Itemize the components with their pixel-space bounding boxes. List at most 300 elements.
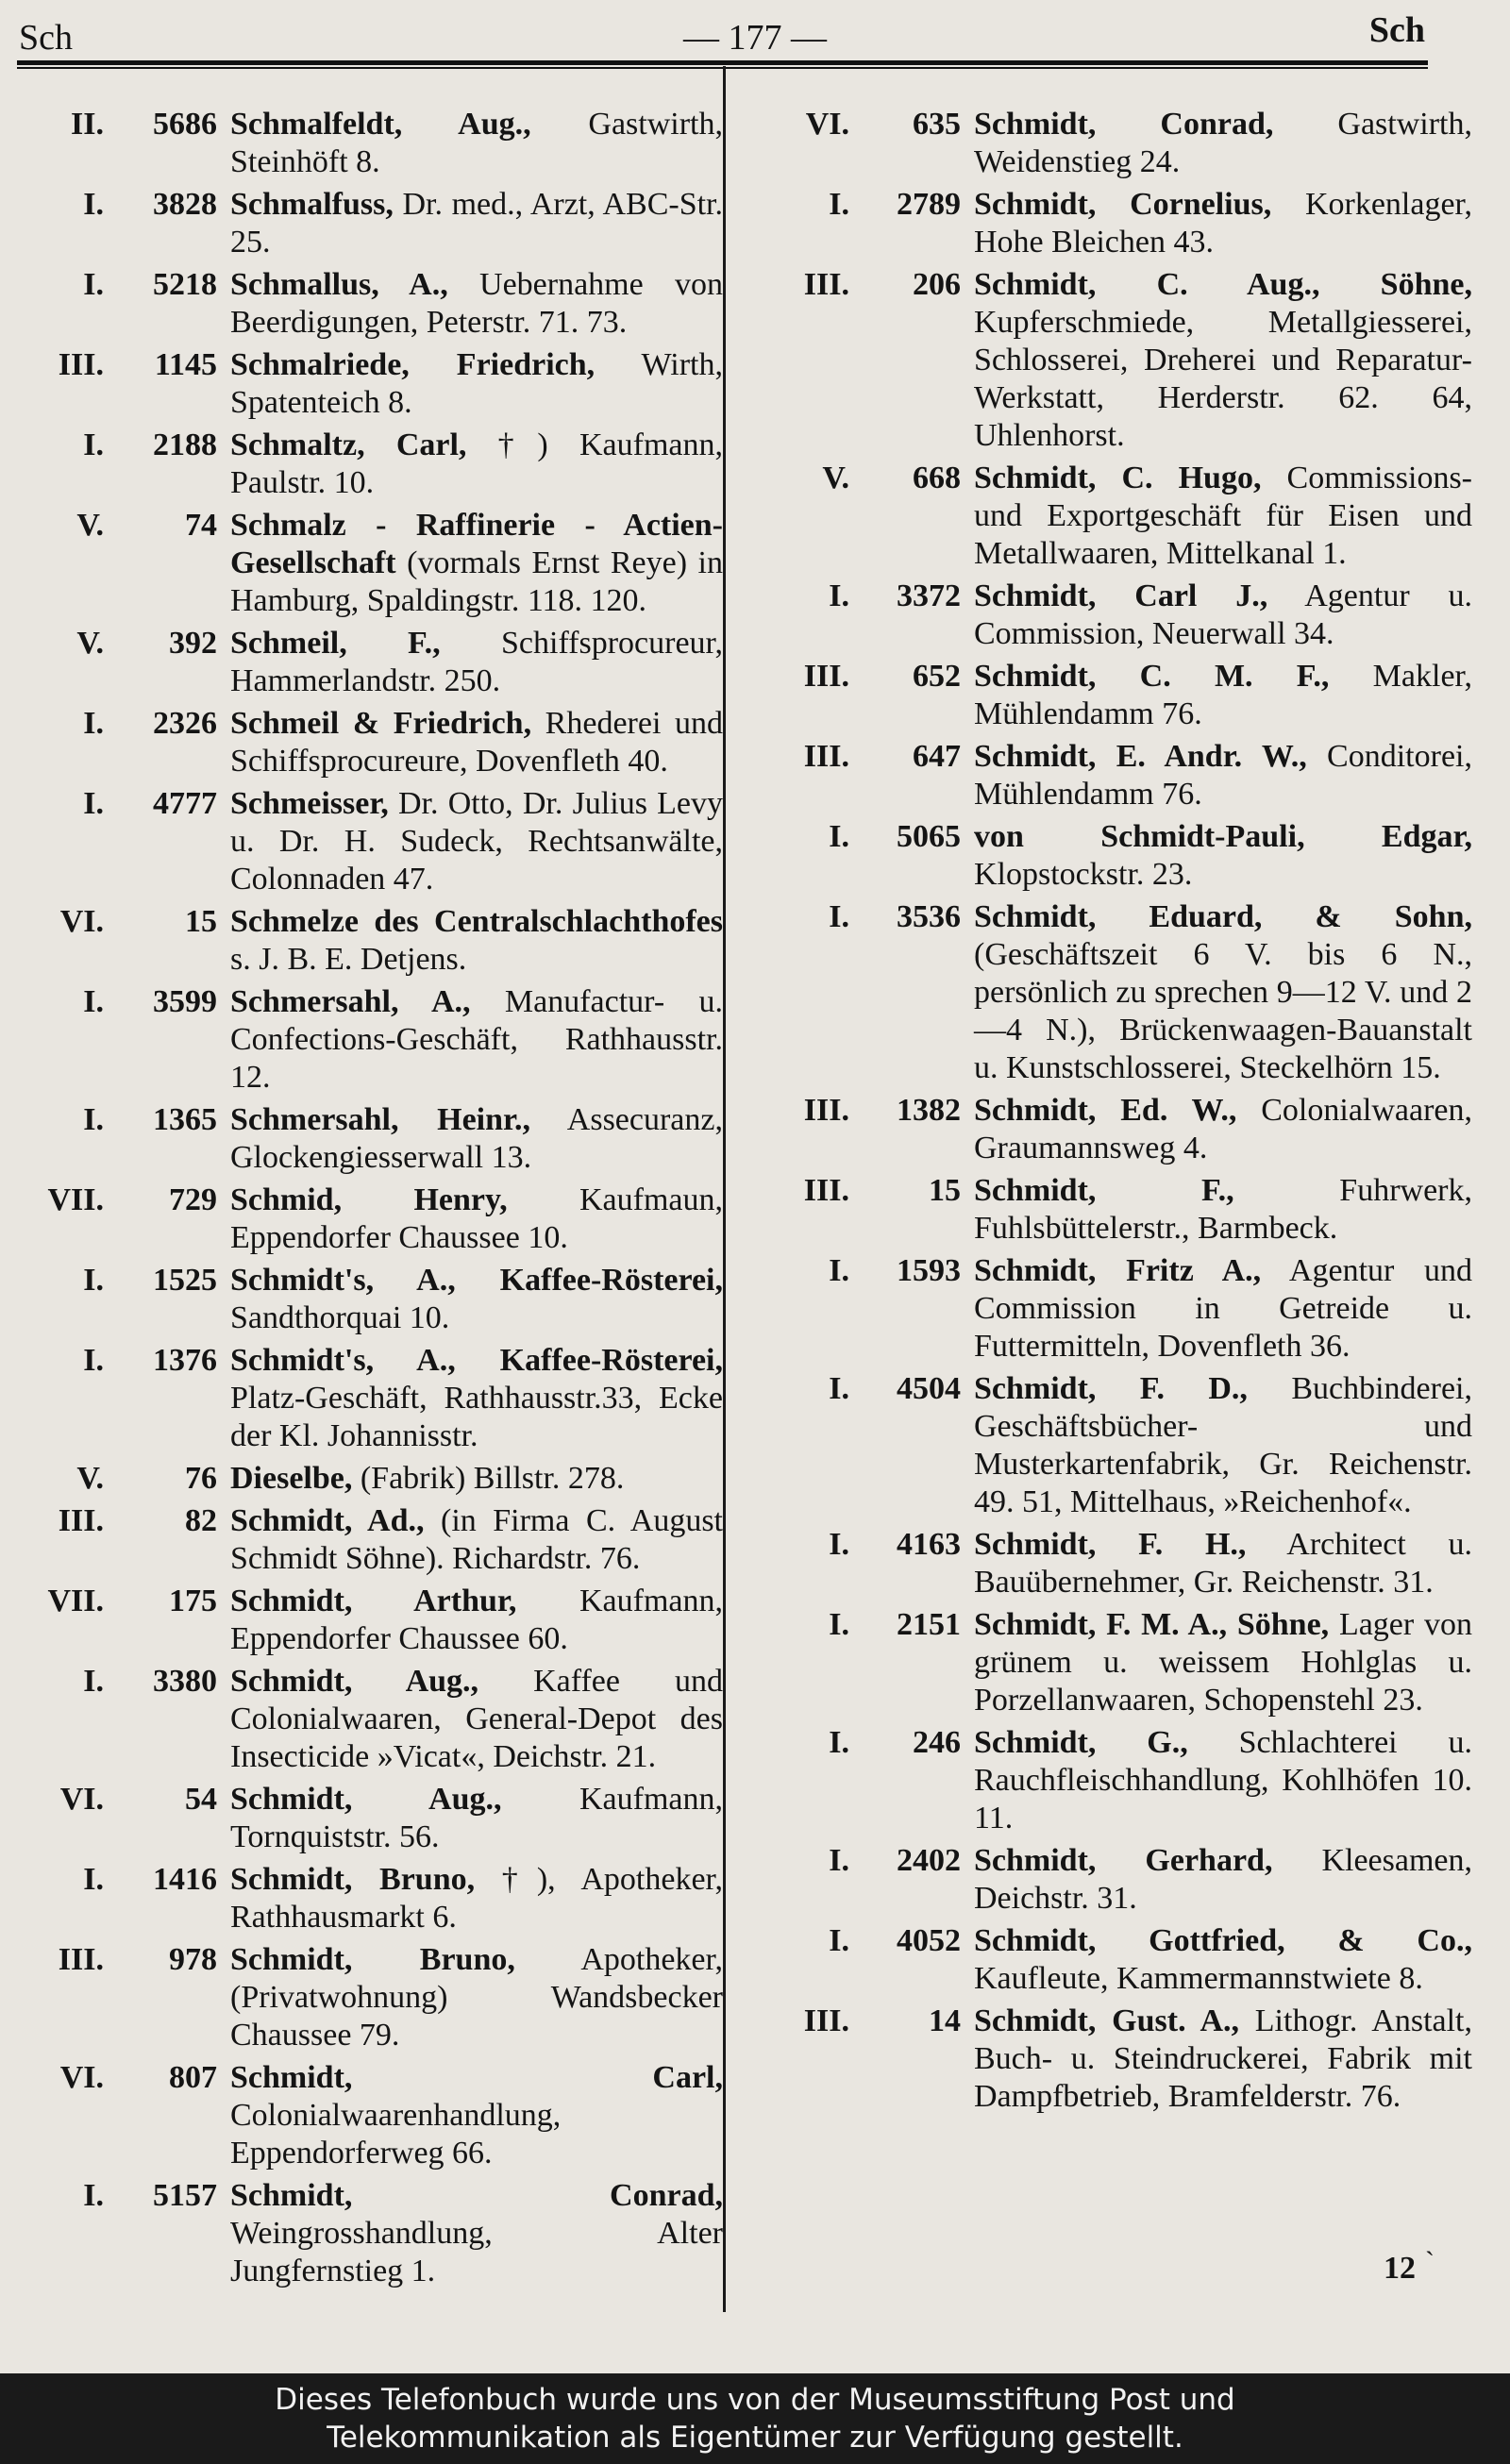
phone-number: [755, 738, 961, 776]
subscriber-name: Schmidt, Gerhard,: [974, 1843, 1273, 1878]
exchange-code: VI.: [59, 904, 104, 939]
phone-number: [755, 1370, 961, 1408]
subscriber-details: Schlachterei u. Rauchfleischhandlung, Kohlhöfen 10. 11.: [974, 1725, 1472, 1835]
phone-number: [26, 1460, 217, 1498]
footer-line-1: Dieses Telefonbuch wurde uns von der Museumsstiftung Post und: [275, 2383, 1235, 2417]
line-number: 3372: [897, 578, 961, 613]
line-number: 635: [913, 107, 961, 142]
subscriber-name: Schmidt, F. D.,: [974, 1371, 1248, 1406]
entry-text: [961, 578, 1472, 653]
exchange-code: I.: [83, 706, 104, 741]
phone-number: [26, 1182, 217, 1219]
exchange-code: I.: [829, 578, 849, 613]
subscriber-details: Assecuranz, Glockengiesserwall 13.: [230, 1102, 723, 1175]
exchange-code: VII.: [47, 1182, 104, 1217]
entry-text: [217, 1861, 723, 1936]
subscriber-name: Schmidt, F. M. A., Söhne,: [974, 1607, 1330, 1642]
subscriber-name: Schmidt, E. Andr. W.,: [974, 739, 1307, 774]
entry-text: [961, 898, 1472, 1087]
exchange-code: I.: [83, 1102, 104, 1137]
subscriber-name: Schmalfuss,: [230, 187, 394, 222]
directory-entry: [26, 2059, 723, 2172]
exchange-code: III.: [58, 347, 104, 382]
directory-entry: [26, 1941, 723, 2054]
subscriber-name: Schmersahl, A.,: [230, 984, 471, 1019]
line-number: 4777: [153, 786, 217, 821]
exchange-code: I.: [829, 899, 849, 934]
subscriber-name: Schmidt, Fritz A.,: [974, 1253, 1262, 1288]
exchange-code: III.: [803, 739, 849, 774]
exchange-code: I.: [829, 1527, 849, 1562]
subscriber-name: Schmidt, Ed. W.,: [974, 1093, 1237, 1128]
exchange-code: I.: [829, 187, 849, 222]
subscriber-details: Kupferschmiede, Metallgiesserei, Schlosserei, Dreherei und Reparatur-Werkstatt, Herderstr. 62. 64, Uhlenhorst.: [974, 305, 1472, 453]
subscriber-name: Schmidt, G.,: [974, 1725, 1188, 1760]
exchange-code: I.: [83, 786, 104, 821]
phone-number: [26, 1262, 217, 1299]
subscriber-details: Agentur und Commission in Getreide u. Futtermitteln, Dovenfleth 36.: [974, 1253, 1472, 1364]
directory-entry: [26, 1460, 723, 1498]
directory-entry: [26, 903, 723, 979]
subscriber-name: Schmidt, F.,: [974, 1173, 1234, 1208]
directory-entry: [26, 1101, 723, 1177]
line-number: 3380: [153, 1664, 217, 1699]
entry-text: [961, 186, 1472, 261]
entry-text: [961, 1370, 1472, 1521]
phone-number: [755, 2003, 961, 2040]
line-number: 652: [913, 659, 961, 694]
subscriber-details: Apotheker, (Privatwohnung) Wandsbecker Chaussee 79.: [230, 1942, 723, 2053]
subscriber-details: s. J. B. E. Detjens.: [230, 942, 467, 977]
subscriber-name: Schmidt, C. M. F.,: [974, 659, 1330, 694]
exchange-code: I.: [829, 1725, 849, 1760]
directory-entry: [755, 1842, 1472, 1918]
directory-entry: [26, 1182, 723, 1257]
phone-number: [26, 1342, 217, 1380]
subscriber-name: Schmidt's, A., Kaffee-Rösterei,: [230, 1343, 723, 1378]
subscriber-name: Schmidt, F. H.,: [974, 1527, 1247, 1562]
phone-number: [755, 1172, 961, 1210]
line-number: 647: [913, 739, 961, 774]
exchange-code: I.: [829, 1253, 849, 1288]
phone-number: [755, 898, 961, 936]
exchange-code: I.: [83, 1343, 104, 1378]
exchange-code: V.: [76, 508, 104, 543]
entry-text: [961, 1724, 1472, 1837]
entry-text: [217, 625, 723, 700]
entry-text: [217, 705, 723, 780]
subscriber-details: Kaufmaun, Eppendorfer Chaussee 10.: [230, 1182, 723, 1255]
entry-text: [217, 983, 723, 1097]
subscriber-name: von Schmidt-Pauli, Edgar,: [974, 819, 1472, 854]
subscriber-details: Gastwirth, Steinhöft 8.: [230, 107, 724, 179]
line-number: 3599: [153, 984, 217, 1019]
subscriber-details: Makler, Mühlendamm 76.: [974, 659, 1472, 731]
subscriber-details: Kleesamen, Deichstr. 31.: [974, 1843, 1472, 1916]
exchange-code: I.: [83, 984, 104, 1019]
line-number: 14: [929, 2003, 961, 2038]
subscriber-name: Schmidt, Gust. A.,: [974, 2003, 1240, 2038]
line-number: 1376: [153, 1343, 217, 1378]
exchange-code: III.: [803, 1173, 849, 1208]
entry-text: [961, 2003, 1472, 2116]
directory-entry: [755, 460, 1472, 573]
subscriber-details: Platz-Geschäft, Rathhausstr.33, Ecke der Kl. Johannisstr.: [230, 1381, 723, 1453]
subscriber-name: Schmidt, Bruno,: [230, 1942, 515, 1977]
entry-text: [961, 266, 1472, 455]
directory-entry: [26, 507, 723, 620]
line-number: 2402: [897, 1843, 961, 1878]
entry-text: [217, 2059, 723, 2172]
phone-number: [26, 903, 217, 941]
entry-text: [217, 1663, 723, 1776]
phone-number: [755, 818, 961, 856]
subscriber-details: Kaffee und Colonialwaaren, General-Depot des Insecticide »Vicat«, Deichstr. 21.: [230, 1664, 723, 1774]
phone-number: [26, 1502, 217, 1540]
subscriber-details: Dr. med., Arzt, ABC-Str. 25.: [230, 187, 723, 260]
subscriber-details: Uebernahme von Beerdigungen, Peterstr. 71. 73.: [230, 267, 723, 340]
line-number: 15: [185, 904, 217, 939]
directory-entry: [755, 1370, 1472, 1521]
line-number: 2188: [153, 427, 217, 462]
header-right-label: Sch: [1368, 10, 1425, 50]
directory-entry: [755, 1092, 1472, 1167]
subscriber-details: (vormals Ernst Reye) in Hamburg, Spaldingstr. 118. 120.: [230, 545, 723, 618]
subscriber-details: Kaufmann, Eppendorfer Chaussee 60.: [230, 1584, 723, 1656]
line-number: 4504: [897, 1371, 961, 1406]
entry-text: [961, 1922, 1472, 1998]
line-number: 54: [185, 1782, 217, 1817]
exchange-code: III.: [803, 659, 849, 694]
exchange-code: VI.: [805, 107, 849, 142]
line-number: 3536: [897, 899, 961, 934]
subscriber-name: Schmersahl, Heinr.,: [230, 1102, 531, 1137]
subscriber-details: Manufactur- u. Confections-Geschäft, Rathhausstr. 12.: [230, 984, 723, 1095]
phone-number: [26, 106, 217, 143]
entry-text: [217, 427, 723, 502]
subscriber-details: †), Apotheker, Rathhausmarkt 6.: [230, 1862, 724, 1935]
entry-text: [961, 1172, 1472, 1248]
directory-entry: [755, 1922, 1472, 1998]
subscriber-name: Schmidt, C. Aug., Söhne,: [974, 267, 1472, 302]
exchange-code: III.: [803, 2003, 849, 2038]
exchange-code: I.: [829, 1371, 849, 1406]
line-number: 15: [929, 1173, 961, 1208]
right-column: [755, 106, 1472, 2120]
subscriber-details: (Geschäftszeit 6 V. bis 6 N., persönlich zu sprechen 9—12 V. und 2—4 N.), Brückenwaagen-Bauanstalt u. Kunstschlosserei, Steckelhörn 15.: [974, 937, 1472, 1085]
exchange-code: I.: [83, 1664, 104, 1699]
exchange-code: I.: [83, 187, 104, 222]
subscriber-details: Fuhrwerk, Fuhlsbüttelerstr., Barmbeck.: [974, 1173, 1473, 1246]
subscriber-name: Schmalfeldt, Aug.,: [230, 107, 531, 142]
phone-number: [26, 1663, 217, 1701]
directory-entry: [755, 818, 1472, 894]
directory-entry: [26, 106, 723, 181]
entry-text: [961, 1606, 1472, 1719]
subscriber-name: Schmeisser,: [230, 786, 389, 821]
subscriber-details: Wirth, Spatenteich 8.: [230, 347, 723, 420]
exchange-code: I.: [829, 819, 849, 854]
header-page-number: — 177 —: [683, 18, 827, 58]
subscriber-name: Schmidt, Carl,: [230, 2060, 723, 2095]
entry-text: [217, 1342, 723, 1455]
subscriber-name: Dieselbe,: [230, 1461, 353, 1496]
line-number: 1525: [153, 1263, 217, 1298]
entry-text: [217, 346, 723, 422]
subscriber-name: Schmidt, Conrad,: [974, 107, 1274, 142]
footer-line-2: Telekommunikation als Eigentümer zur Verfügung gestellt.: [327, 2421, 1183, 2455]
directory-entry: [26, 1663, 723, 1776]
subscriber-name: Schmidt, Gottfried, & Co.,: [974, 1923, 1472, 1958]
directory-entry: [26, 705, 723, 780]
exchange-code: I.: [83, 1862, 104, 1897]
line-number: 74: [185, 508, 217, 543]
phone-number: [26, 983, 217, 1021]
phone-number: [755, 658, 961, 696]
entry-text: [217, 785, 723, 898]
phone-number: [755, 1842, 961, 1880]
entry-text: [961, 658, 1472, 733]
phone-number: [26, 2059, 217, 2097]
entry-text: [217, 266, 723, 342]
page-header: [0, 0, 1510, 66]
line-number: 2151: [897, 1607, 961, 1642]
directory-entry: [26, 785, 723, 898]
phone-number: [26, 1583, 217, 1620]
exchange-code: III.: [58, 1942, 104, 1977]
phone-number: [26, 1861, 217, 1899]
entry-text: [961, 106, 1472, 181]
phone-number: [755, 1092, 961, 1130]
entry-text: [961, 1252, 1472, 1366]
line-number: 729: [169, 1182, 217, 1217]
subscriber-name: Schmalriede, Friedrich,: [230, 347, 596, 382]
subscriber-name: Schmidt, Eduard, & Sohn,: [974, 899, 1472, 934]
line-number: 4052: [897, 1923, 961, 1958]
phone-number: [26, 625, 217, 662]
line-number: 5157: [153, 2178, 217, 2213]
directory-entry: [26, 983, 723, 1097]
subscriber-details: (Fabrik) Billstr. 278.: [352, 1461, 625, 1496]
entry-text: [217, 1502, 723, 1578]
directory-entry: [755, 186, 1472, 261]
page-number: 12: [1384, 2251, 1416, 2286]
phone-number: [26, 705, 217, 743]
line-number: 1365: [153, 1102, 217, 1137]
line-number: 175: [169, 1584, 217, 1618]
page-tick: `: [1425, 2246, 1434, 2277]
line-number: 1416: [153, 1862, 217, 1897]
phone-number: [755, 1606, 961, 1644]
phone-number: [26, 427, 217, 464]
directory-entry: [26, 1781, 723, 1856]
subscriber-name: Schmidt, C. Hugo,: [974, 461, 1262, 495]
line-number: 392: [169, 626, 217, 661]
exchange-code: I.: [829, 1843, 849, 1878]
line-number: 1593: [897, 1253, 961, 1288]
exchange-code: VII.: [47, 1584, 104, 1618]
entry-text: [217, 1583, 723, 1658]
subscriber-details: Colonialwaarenhandlung, Eppendorferweg 66.: [230, 2098, 562, 2171]
subscriber-details: Kaufleute, Kammermannstwiete 8.: [974, 1961, 1423, 1996]
subscriber-details: Dr. Otto, Dr. Julius Levy u. Dr. H. Sudeck, Rechtsanwälte, Colonnaden 47.: [230, 786, 723, 897]
exchange-code: I.: [829, 1607, 849, 1642]
line-number: 807: [169, 2060, 217, 2095]
directory-entry: [26, 625, 723, 700]
line-number: 76: [185, 1461, 217, 1496]
directory-entry: [755, 658, 1472, 733]
subscriber-name: Schmidt's, A., Kaffee-Rösterei,: [230, 1263, 723, 1298]
directory-entry: [26, 1342, 723, 1455]
directory-entry: [26, 1861, 723, 1936]
directory-entry: [755, 1172, 1472, 1248]
directory-entry: [26, 346, 723, 422]
phone-number: [755, 186, 961, 224]
entry-text: [217, 2177, 723, 2290]
subscriber-details: Lithogr. Anstalt, Buch- u. Steindruckerei, Fabrik mit Dampfbetrieb, Bramfelderstr. 76.: [974, 2003, 1473, 2114]
directory-entry: [755, 1252, 1472, 1366]
exchange-code: V.: [822, 461, 849, 495]
line-number: 2326: [153, 706, 217, 741]
subscriber-details: Lager von grünem u. weissem Hohlglas u. Porzellanwaaren, Schopenstehl 23.: [974, 1607, 1472, 1718]
entry-text: [961, 460, 1472, 573]
directory-entry: [755, 2003, 1472, 2116]
subscriber-details: Colonialwaaren, Graumannsweg 4.: [974, 1093, 1473, 1165]
line-number: 978: [169, 1942, 217, 1977]
line-number: 2789: [897, 187, 961, 222]
line-number: 4163: [897, 1527, 961, 1562]
subscriber-details: Rhederei und Schiffsprocureure, Dovenfleth 40.: [230, 706, 723, 779]
subscriber-details: Buchbinderei, Geschäftsbücher- und Musterkartenfabrik, Gr. Reichenstr. 49. 51, Mittelhaus, »Reichenhof«.: [974, 1371, 1472, 1519]
phone-number: [26, 186, 217, 224]
exchange-code: I.: [83, 2178, 104, 2213]
line-number: 5065: [897, 819, 961, 854]
phone-number: [755, 1252, 961, 1290]
directory-entry: [755, 1724, 1472, 1837]
subscriber-name: Schmidt, Ad.,: [230, 1503, 425, 1538]
entry-text: [961, 1526, 1472, 1601]
subscriber-details: Commissions- und Exportgeschäft für Eisen und Metallwaaren, Mittelkanal 1.: [974, 461, 1472, 571]
entry-text: [217, 1262, 723, 1337]
header-rule: [17, 60, 1428, 65]
line-number: 5218: [153, 267, 217, 302]
phone-number: [26, 266, 217, 304]
exchange-code: V.: [76, 626, 104, 661]
phone-number: [26, 346, 217, 384]
exchange-code: I.: [829, 1923, 849, 1958]
entry-text: [217, 1460, 723, 1498]
directory-entry: [755, 266, 1472, 455]
subscriber-details: Schiffsprocureur, Hammerlandstr. 250.: [230, 626, 723, 698]
subscriber-details: Klopstockstr. 23.: [974, 857, 1193, 892]
exchange-code: V.: [76, 1461, 104, 1496]
line-number: 246: [913, 1725, 961, 1760]
entry-text: [217, 1941, 723, 2054]
subscriber-details: †) Kaufmann, Paulstr. 10.: [230, 427, 724, 500]
header-left-label: Sch: [19, 18, 73, 58]
entry-text: [217, 903, 723, 979]
subscriber-details: Conditorei, Mühlendamm 76.: [974, 739, 1472, 812]
subscriber-name: Schmidt, Arthur,: [230, 1584, 517, 1618]
phone-number: [755, 266, 961, 304]
subscriber-details: (in Firma C. August Schmidt Söhne). Richardstr. 76.: [230, 1503, 723, 1576]
phone-number: [755, 578, 961, 615]
exchange-code: III.: [803, 1093, 849, 1128]
phone-number: [26, 2177, 217, 2215]
directory-entry: [26, 427, 723, 502]
subscriber-name: Schmidt, Aug.,: [230, 1782, 502, 1817]
entry-text: [961, 1842, 1472, 1918]
subscriber-name: Schmid, Henry,: [230, 1182, 508, 1217]
directory-entry: [755, 1526, 1472, 1601]
subscriber-name: Schmeil & Friedrich,: [230, 706, 532, 741]
phone-number: [26, 1781, 217, 1819]
exchange-code: II.: [71, 107, 104, 142]
exchange-code: VI.: [59, 2060, 104, 2095]
entry-text: [217, 1101, 723, 1177]
line-number: 668: [913, 461, 961, 495]
exchange-code: III.: [803, 267, 849, 302]
subscriber-details: Korkenlager, Hohe Bleichen 43.: [974, 187, 1472, 260]
phone-number: [755, 460, 961, 497]
subscriber-name: Schmaltz, Carl,: [230, 427, 467, 462]
subscriber-name: Schmelze des Centralschlachthofes: [230, 904, 723, 939]
directory-entry: [26, 186, 723, 261]
subscriber-name: Schmalz - Raffinerie - Actien-Gesellschaft: [230, 508, 723, 580]
directory-entry: [755, 578, 1472, 653]
exchange-code: I.: [83, 1263, 104, 1298]
phone-number: [755, 1724, 961, 1762]
directory-entry: [755, 106, 1472, 181]
entry-text: [217, 186, 723, 261]
line-number: 1382: [897, 1093, 961, 1128]
phone-number: [26, 1941, 217, 1979]
subscriber-name: Schmidt, Cornelius,: [974, 187, 1272, 222]
subscriber-details: Weingrosshandlung, Alter Jungfernstieg 1.: [230, 2216, 723, 2288]
subscriber-name: Schmallus, A.,: [230, 267, 448, 302]
directory-entry: [26, 1262, 723, 1337]
footer-notice: [0, 2373, 1510, 2464]
phone-number: [755, 106, 961, 143]
subscriber-name: Schmidt, Aug.,: [230, 1664, 479, 1699]
phone-number: [26, 785, 217, 823]
subscriber-details: Sandthorquai 10.: [230, 1300, 450, 1335]
phone-number: [755, 1922, 961, 1960]
directory-entry: [755, 738, 1472, 813]
entry-text: [961, 738, 1472, 813]
subscriber-name: Schmidt, Conrad,: [230, 2178, 723, 2213]
subscriber-name: Schmeil, F.,: [230, 626, 441, 661]
subscriber-name: Schmidt, Bruno,: [230, 1862, 476, 1897]
subscriber-name: Schmidt, Carl J.,: [974, 578, 1268, 613]
entry-text: [217, 1182, 723, 1257]
subscriber-details: Gastwirth, Weidenstieg 24.: [974, 107, 1472, 179]
subscriber-details: Architect u. Bauübernehmer, Gr. Reichenstr. 31.: [974, 1527, 1472, 1600]
phone-number: [755, 1526, 961, 1564]
entry-text: [217, 106, 723, 181]
exchange-code: VI.: [59, 1782, 104, 1817]
phone-number: [26, 507, 217, 545]
entry-text: [217, 1781, 723, 1856]
exchange-code: III.: [58, 1503, 104, 1538]
entry-text: [961, 1092, 1472, 1167]
line-number: 82: [185, 1503, 217, 1538]
directory-entry: [26, 2177, 723, 2290]
exchange-code: I.: [83, 267, 104, 302]
directory-entry: [26, 1583, 723, 1658]
subscriber-details: Agentur u. Commission, Neuerwall 34.: [974, 578, 1472, 651]
exchange-code: I.: [83, 427, 104, 462]
